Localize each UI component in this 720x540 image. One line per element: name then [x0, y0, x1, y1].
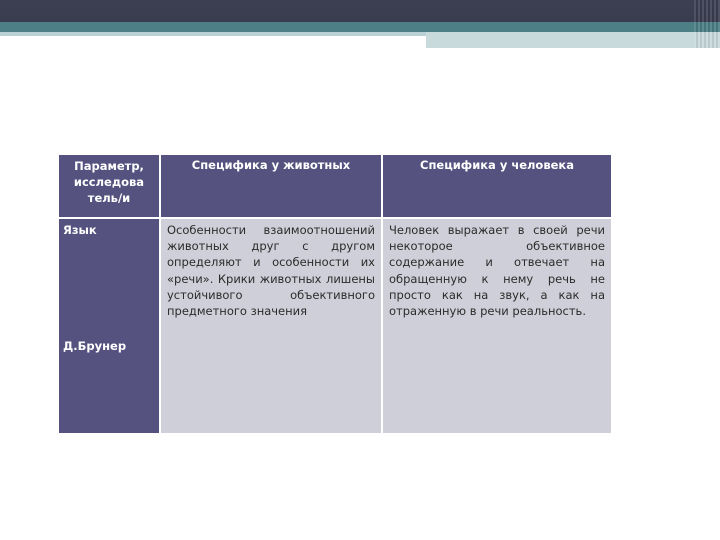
- header-human-text: Специфика у человека: [420, 158, 574, 172]
- param-researcher: Д.Брунер: [63, 339, 127, 353]
- comparison-table: [59, 155, 611, 433]
- row-param-cell: [59, 218, 160, 433]
- header-human: [382, 155, 611, 218]
- table-header-row: [59, 155, 611, 218]
- corner-stripes: [694, 0, 720, 48]
- row-human-cell: [382, 218, 611, 433]
- header-animals: [160, 155, 382, 218]
- param-language: Язык: [63, 223, 97, 237]
- header-param: [59, 155, 160, 218]
- table-row: [59, 218, 611, 433]
- top-decoration-bar: [0, 0, 720, 22]
- human-text: Человек выражает в своей речи некоторое объективное содержание и отвечает на обращенную к нему речь не просто как на звук, а как на отраженную в речи реальность.: [389, 223, 605, 319]
- header-animals-text: Специфика у животных: [191, 158, 351, 172]
- top-light-strip: [0, 32, 426, 36]
- animals-text: Особенности взаимоотношений животных друг с другом определяют и особенности их «речи». Крики животных лишены устойчивого объективного предметного значения: [167, 223, 375, 319]
- top-light-block: [426, 32, 720, 48]
- row-animals-cell: [160, 218, 382, 433]
- header-param-text: Параметр, исследова тель/и: [73, 159, 145, 205]
- top-accent-bar: [0, 22, 720, 32]
